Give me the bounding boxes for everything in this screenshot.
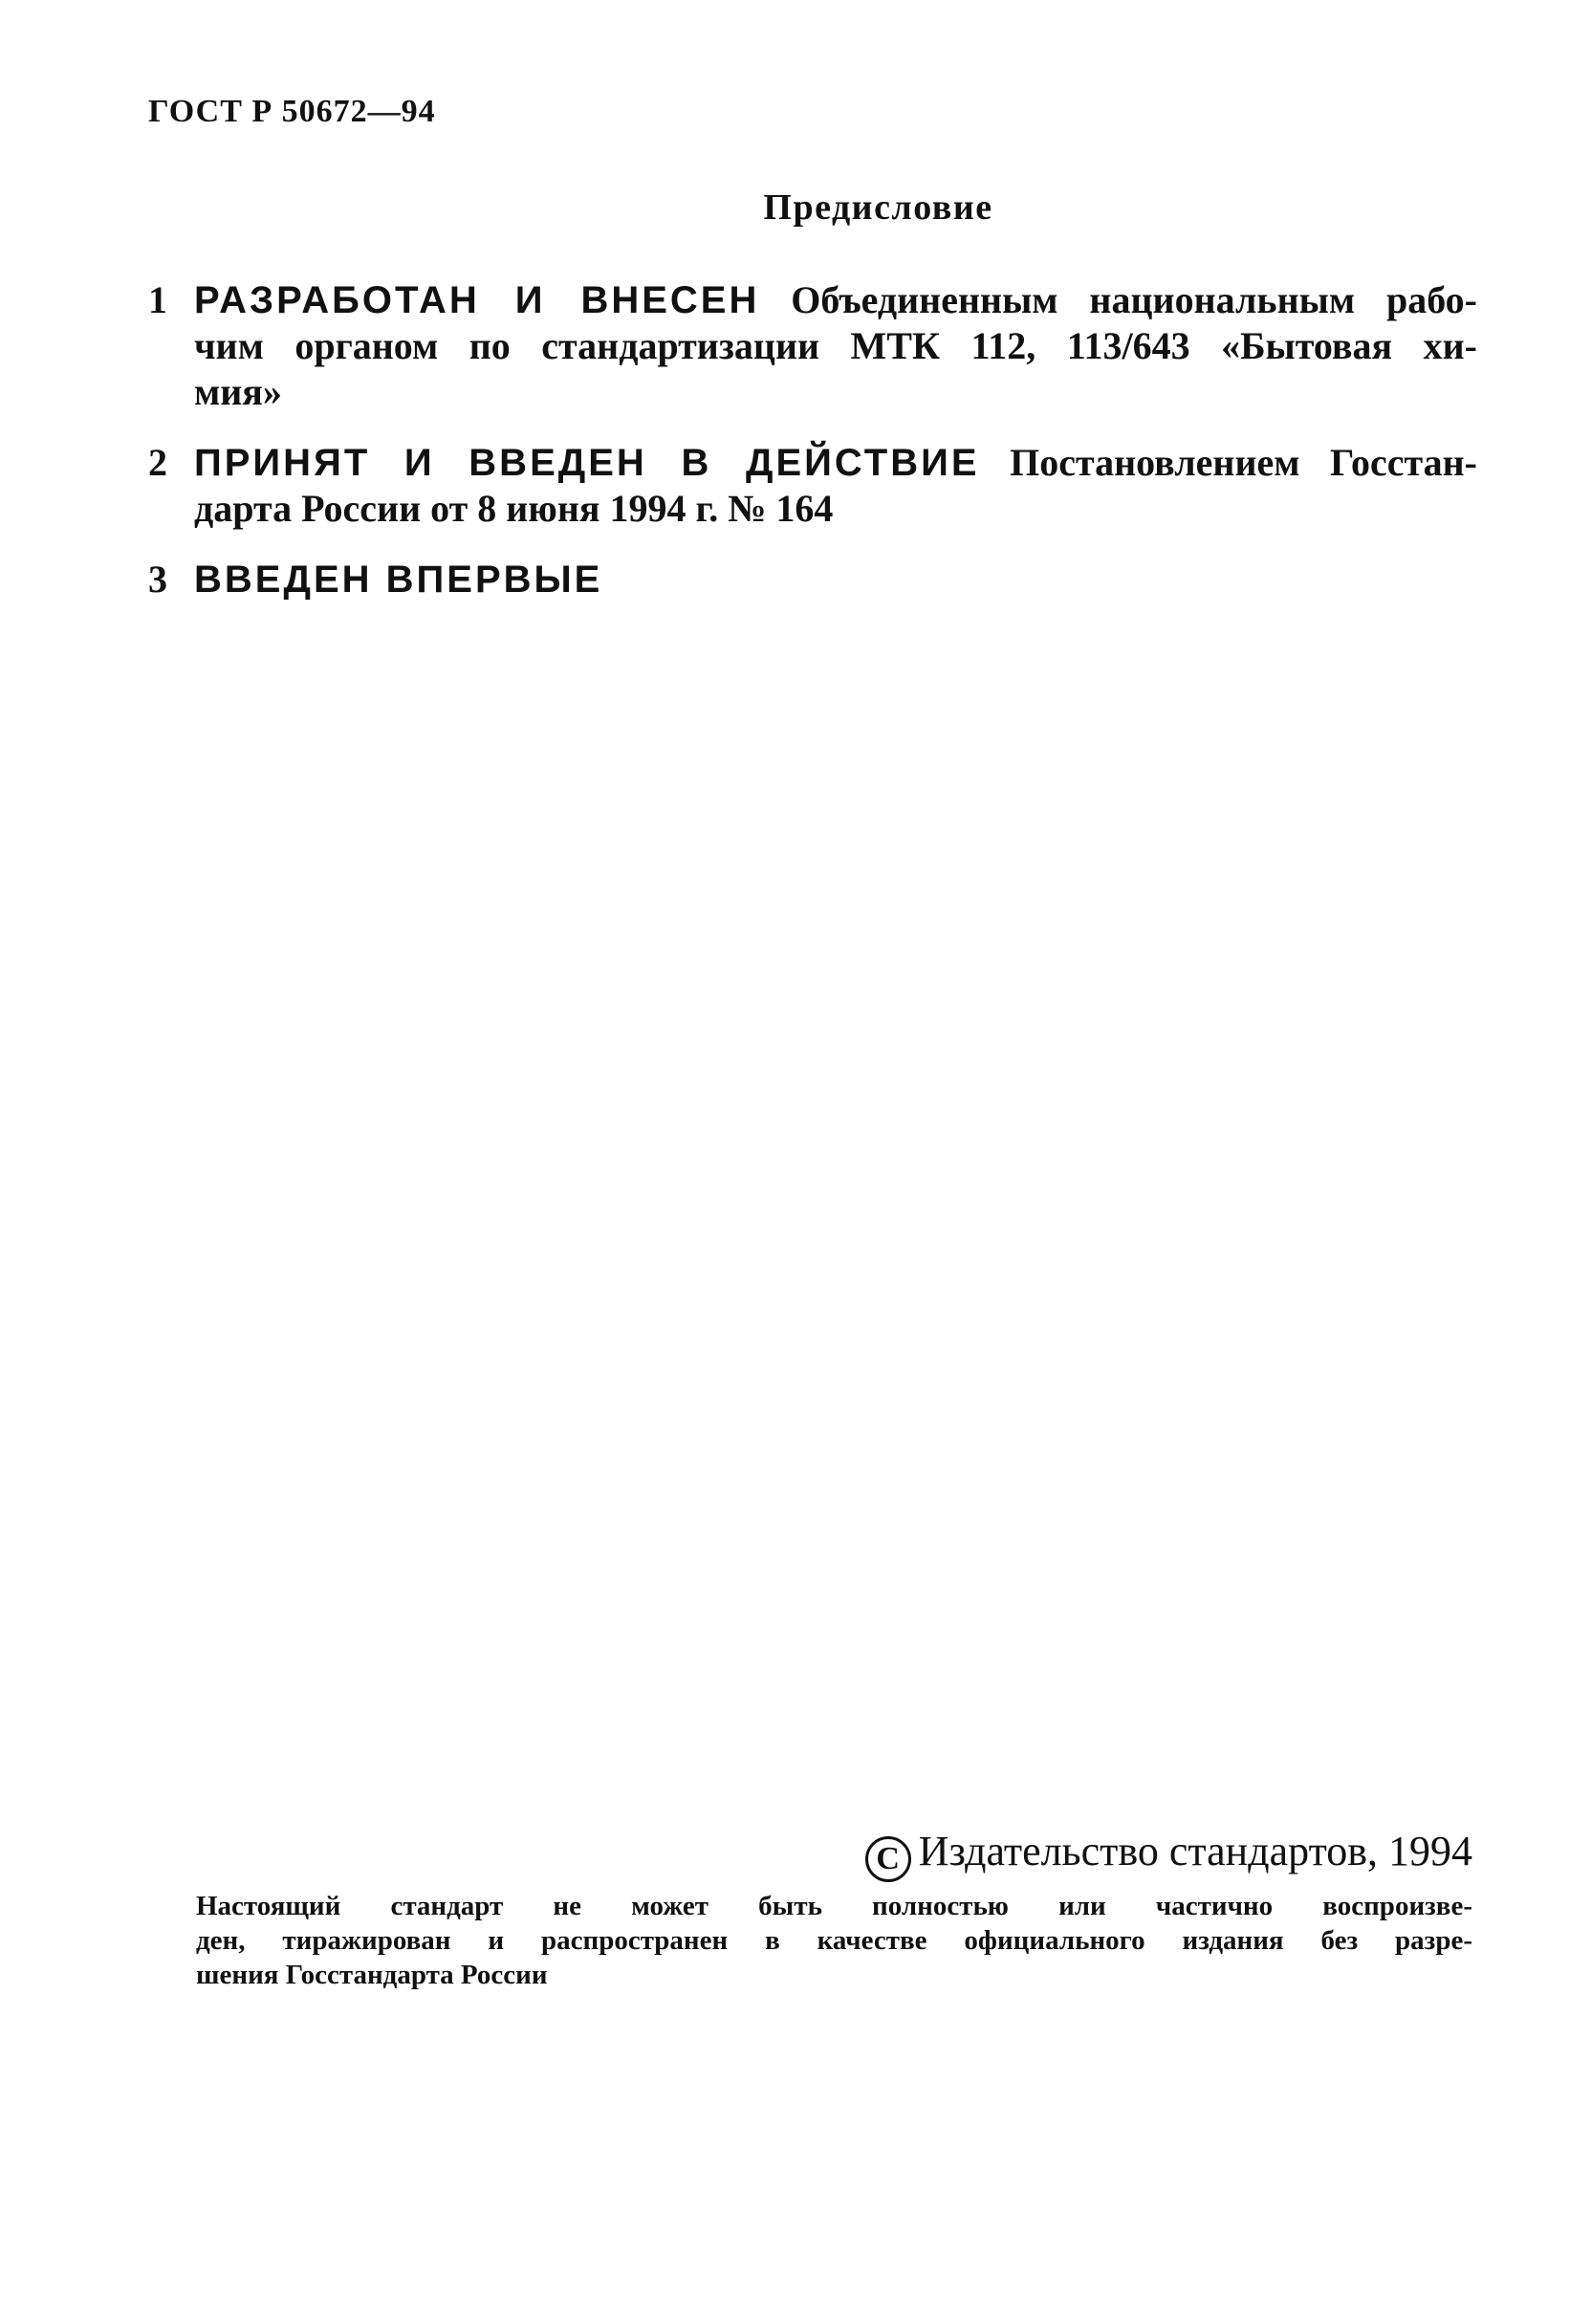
notice-line-3: шения Госстандарта России <box>196 1960 548 1990</box>
copyright-text: Издательство стандартов, 1994 <box>918 1828 1472 1875</box>
item-lead: РАЗРАБОТАН И ВНЕСЕН <box>194 279 760 321</box>
foreword-item-2-line-1 <box>148 440 1477 486</box>
foreword-item-2 <box>148 440 1477 532</box>
foreword-item-2-line-2: дарта России от 8 июня 1994 г. № 164 <box>194 487 834 530</box>
item-lead: ПРИНЯТ И ВВЕДЕН В ДЕЙСТВИЕ <box>194 442 980 484</box>
foreword-item-1 <box>148 277 1477 415</box>
foreword-title: Предисловие <box>763 187 993 228</box>
document-code: ГОСТ Р 50672—94 <box>148 94 436 129</box>
item-number: 1 <box>148 278 167 321</box>
foreword-item-1-line-2: чим органом по стандартизации МТК 112, 113/643 «Бытовая хи- <box>194 324 1477 367</box>
foreword-item-1-line-3: мия» <box>194 370 282 413</box>
item-number: 3 <box>148 558 167 601</box>
foreword-item-3-line-1 <box>148 557 1477 603</box>
notice-line-1: Настоящий стандарт не может быть полностью или частично воспроизве- <box>196 1891 1472 1921</box>
foreword-item-1-line-1 <box>148 277 1477 323</box>
item-number: 2 <box>148 441 167 484</box>
foreword-items <box>148 277 1477 627</box>
item-text: Постановлением Госстан- <box>979 441 1477 484</box>
notice-line-2: ден, тиражирован и распространен в качестве официального издания без разре- <box>196 1925 1472 1956</box>
item-text: Объединенным национальным рабо- <box>759 278 1478 321</box>
copyright-icon: C <box>865 1836 911 1882</box>
item-lead: ВВЕДЕН ВПЕРВЫЕ <box>194 559 603 601</box>
reproduction-notice <box>196 1889 1472 1992</box>
foreword-item-3 <box>148 557 1477 603</box>
copyright-line <box>794 1827 1472 1882</box>
